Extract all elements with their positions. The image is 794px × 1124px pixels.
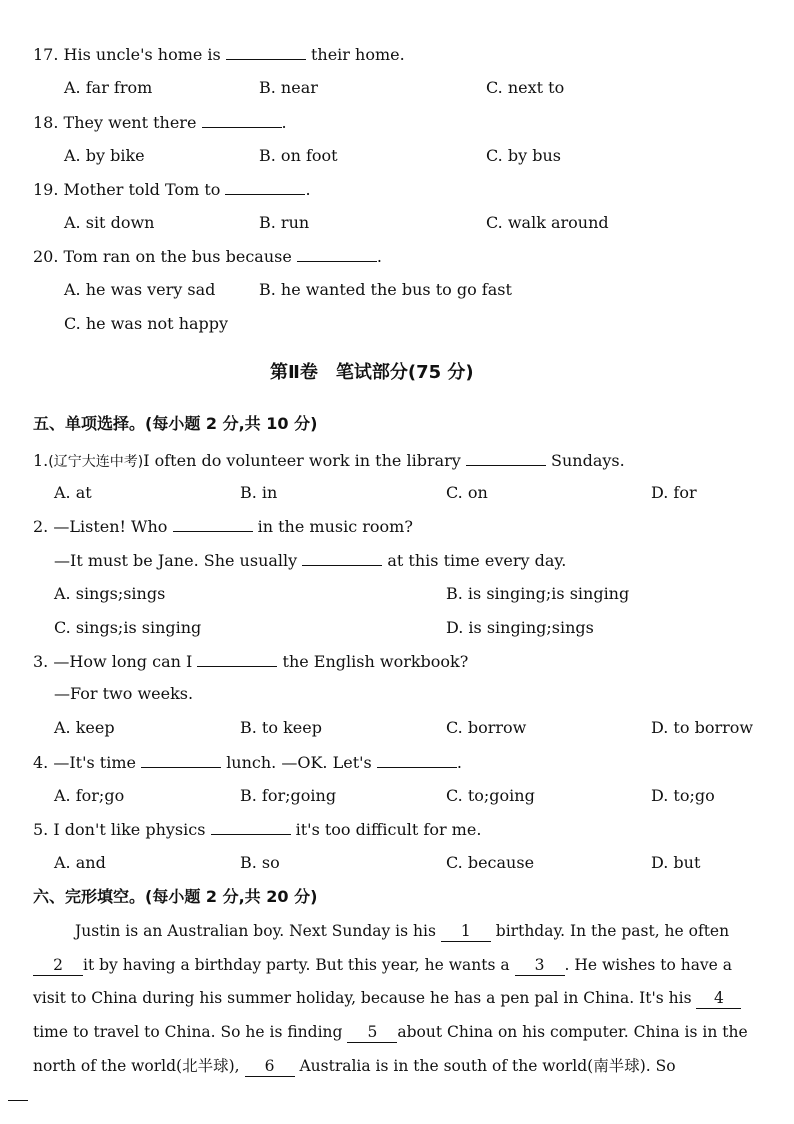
option-b[interactable]: B. so — [240, 853, 280, 872]
question-19 — [33, 179, 311, 200]
option-a[interactable]: A. keep — [54, 718, 115, 737]
question-text: They went there — [63, 113, 197, 132]
passage-text: Australia is in the south of the world(南半球). So — [299, 1057, 676, 1075]
option-d[interactable]: D. for — [651, 483, 697, 502]
question-number: 5. — [33, 820, 49, 839]
answer-blank[interactable] — [226, 44, 306, 60]
answer-blank[interactable] — [302, 550, 382, 566]
option-b[interactable]: B. to keep — [240, 718, 322, 737]
question-text: Mother told Tom to — [63, 180, 221, 199]
answer-blank[interactable] — [141, 752, 221, 768]
question-number: 20. — [33, 247, 59, 266]
option-a[interactable]: A. by bike — [64, 146, 145, 165]
passage-text: Justin is an Australian boy. Next Sunday is his — [75, 922, 436, 940]
question-18 — [33, 112, 287, 133]
option-d[interactable]: D. to borrow — [651, 718, 754, 737]
question-text: . — [376, 247, 382, 266]
option-c[interactable]: C. by bus — [486, 146, 561, 165]
section-heading: 五、单项选择。(每小题 2 分,共 10 分) — [33, 414, 318, 433]
question-text: I don't like physics — [53, 820, 206, 839]
option-d[interactable]: D. but — [651, 853, 701, 872]
passage-text: . He wishes to have a — [564, 956, 733, 974]
option-a[interactable]: A. and — [54, 853, 106, 872]
answer-blank[interactable] — [466, 450, 546, 466]
option-d[interactable]: D. is singing;sings — [446, 618, 594, 637]
option-b[interactable]: B. in — [240, 483, 278, 502]
option-b[interactable]: B. near — [259, 78, 318, 97]
mc-question-1 — [33, 450, 625, 472]
option-c[interactable]: C. on — [446, 483, 488, 502]
option-a[interactable]: A. for;go — [54, 786, 125, 805]
answer-blank[interactable] — [202, 112, 282, 128]
question-text: . — [281, 113, 287, 132]
option-c[interactable]: C. because — [446, 853, 535, 872]
passage-text: north of the world(北半球), — [33, 1057, 240, 1075]
passage-text: about China on his computer. China is in the — [397, 1023, 748, 1041]
option-c[interactable]: C. sings;is singing — [54, 618, 202, 637]
question-text: —Listen! Who — [53, 517, 168, 536]
answer-blank[interactable] — [297, 246, 377, 262]
answer-blank[interactable] — [197, 651, 277, 667]
cloze-blank-3[interactable]: 3 — [515, 955, 565, 976]
question-number: 2. — [33, 517, 49, 536]
section-heading: 六、完形填空。(每小题 2 分,共 20 分) — [33, 887, 318, 906]
option-c[interactable]: C. next to — [486, 78, 565, 97]
option-b[interactable]: B. for;going — [240, 786, 337, 805]
question-number: 17. — [33, 45, 59, 64]
passage-text: it by having a birthday party. But this year, he wants a — [83, 956, 510, 974]
option-a[interactable]: A. sings;sings — [54, 584, 166, 603]
question-text: at this time every day. — [387, 551, 567, 570]
passage-text: time to travel to China. So he is finding — [33, 1023, 343, 1041]
question-source: (辽宁大连中考) — [48, 454, 144, 470]
question-number: 19. — [33, 180, 59, 199]
option-a[interactable]: A. far from — [64, 78, 153, 97]
option-a[interactable]: A. at — [54, 483, 92, 502]
passage-line — [33, 955, 732, 976]
passage-line — [75, 921, 729, 942]
answer-blank[interactable] — [377, 752, 457, 768]
question-number: 4. — [33, 753, 49, 772]
question-text: . — [456, 753, 462, 772]
question-text: His uncle's home is — [63, 45, 221, 64]
option-c[interactable]: C. walk around — [486, 213, 609, 232]
cloze-blank-5[interactable]: 5 — [347, 1022, 397, 1043]
question-text: Sundays. — [551, 451, 625, 470]
answer-blank[interactable] — [173, 516, 253, 532]
part-title: 第Ⅱ卷 笔试部分(75 分) — [270, 362, 474, 383]
passage-line — [33, 988, 741, 1009]
mc-question-4 — [33, 752, 462, 773]
cloze-blank-2[interactable]: 2 — [33, 955, 83, 976]
option-a[interactable]: A. sit down — [64, 213, 155, 232]
question-text: I often do volunteer work in the library — [143, 451, 461, 470]
question-text: —It's time — [53, 753, 136, 772]
question-text: in the music room? — [257, 517, 413, 536]
answer-blank[interactable] — [211, 819, 291, 835]
option-c[interactable]: C. he was not happy — [64, 314, 229, 333]
dialogue-line: —For two weeks. — [54, 684, 194, 703]
option-b[interactable]: B. on foot — [259, 146, 338, 165]
question-number: 1. — [33, 451, 49, 470]
cloze-blank-1[interactable]: 1 — [441, 921, 491, 942]
passage-line — [33, 1056, 676, 1077]
question-text: it's too difficult for me. — [295, 820, 482, 839]
question-text: Tom ran on the bus because — [63, 247, 292, 266]
mc-question-5 — [33, 819, 481, 840]
answer-blank[interactable] — [225, 179, 305, 195]
question-text: the English workbook? — [282, 652, 469, 671]
cloze-blank-6[interactable]: 6 — [245, 1056, 295, 1077]
option-c[interactable]: C. to;going — [446, 786, 535, 805]
question-17 — [33, 44, 405, 65]
page-edge-mark — [8, 1100, 28, 1101]
option-a[interactable]: A. he was very sad — [64, 280, 216, 299]
option-b[interactable]: B. run — [259, 213, 310, 232]
option-c[interactable]: C. borrow — [446, 718, 527, 737]
mc-question-3 — [33, 651, 468, 672]
passage-text: visit to China during his summer holiday, because he has a pen pal in China. It's his — [33, 989, 692, 1007]
question-20 — [33, 246, 382, 267]
question-number: 18. — [33, 113, 59, 132]
option-b[interactable]: B. he wanted the bus to go fast — [259, 280, 512, 299]
mc-question-2 — [33, 516, 413, 537]
question-text: lunch. —OK. Let's — [226, 753, 372, 772]
question-text: . — [305, 180, 311, 199]
question-number: 3. — [33, 652, 49, 671]
passage-line — [33, 1022, 748, 1043]
question-text: their home. — [310, 45, 405, 64]
dialogue-line — [54, 550, 566, 571]
cloze-blank-4[interactable]: 4 — [696, 988, 741, 1009]
question-text: —It must be Jane. She usually — [54, 551, 298, 570]
passage-text: birthday. In the past, he often — [495, 922, 730, 940]
option-d[interactable]: D. to;go — [651, 786, 715, 805]
option-b[interactable]: B. is singing;is singing — [446, 584, 630, 603]
question-text: —How long can I — [53, 652, 193, 671]
